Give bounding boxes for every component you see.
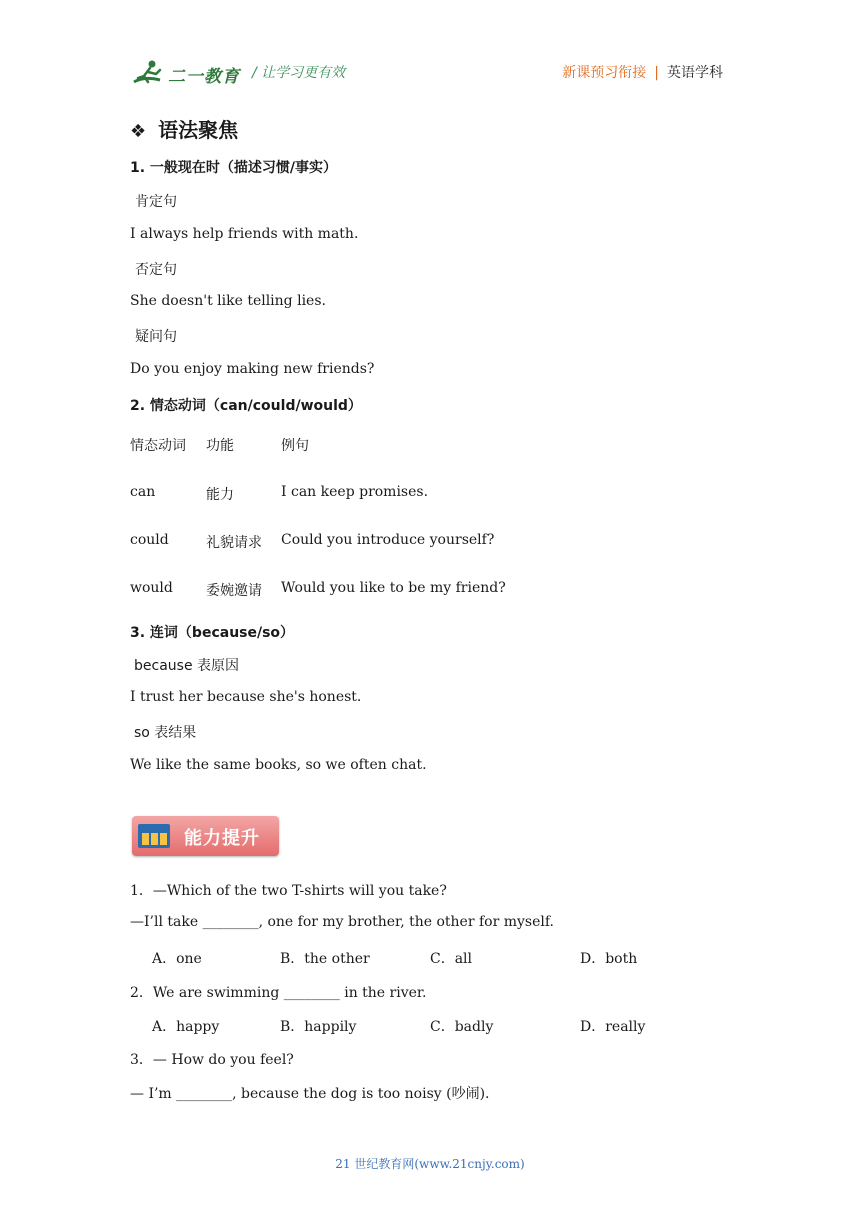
- question-line: 3．— How do you feel?: [130, 1052, 294, 1068]
- question-line: —I’ll take ________, one for my brother, the other for myself.: [130, 914, 555, 930]
- question-label: 疑问句: [135, 329, 177, 345]
- negative-example: She doesn't like telling lies.: [130, 293, 326, 309]
- table-header-cell: 情态动词: [130, 438, 186, 454]
- modal-verbs-heading: 2. 情态动词（can/could/would）: [130, 398, 362, 414]
- table-cell: would: [130, 580, 173, 596]
- affirmative-example: I always help friends with math.: [130, 226, 359, 242]
- table-header-cell: 例句: [281, 438, 309, 454]
- answer-option: A．one: [152, 951, 202, 967]
- subject-label: 英语学科: [667, 65, 723, 81]
- brand-logo: [130, 58, 240, 88]
- slogan: / 让学习更有效: [252, 65, 346, 81]
- table-cell: 能力: [206, 487, 234, 503]
- so-label: so 表结果: [134, 725, 197, 741]
- answer-option: C．all: [430, 951, 473, 967]
- table-cell: I can keep promises.: [281, 484, 429, 500]
- table-cell: could: [130, 532, 169, 548]
- table-cell: Would you like to be my friend?: [281, 580, 506, 596]
- question-line: 2．We are swimming ________ in the river.: [130, 985, 427, 1001]
- ability-banner: [132, 816, 279, 856]
- affirmative-label: 肯定句: [135, 194, 177, 210]
- table-cell: can: [130, 484, 156, 500]
- answer-option: D．really: [580, 1019, 646, 1035]
- course-label: 新课预习衔接: [562, 65, 647, 81]
- table-cell: 委婉邀请: [206, 583, 262, 599]
- answer-option: B．the other: [280, 951, 370, 967]
- negative-label: 否定句: [135, 262, 177, 278]
- logo-text: 二一教育: [168, 67, 240, 87]
- banner-label: 能力提升: [184, 828, 260, 849]
- answer-option: D．both: [580, 951, 638, 967]
- table-header-cell: 功能: [206, 438, 234, 454]
- question-example: Do you enjoy making new friends?: [130, 361, 375, 377]
- conjunctions-heading: 3. 连词（because/so）: [130, 625, 295, 641]
- so-example: We like the same books, so we often chat.: [130, 757, 427, 773]
- answer-option: B．happily: [280, 1019, 357, 1035]
- answer-option: A．happy: [152, 1019, 220, 1035]
- people-icon: [138, 824, 170, 848]
- section-title-text: 语法聚焦: [158, 118, 239, 142]
- answer-option: C．badly: [430, 1019, 494, 1035]
- runner-icon: [130, 58, 170, 88]
- present-simple-heading: 1. 一般现在时（描述习惯/事实）: [130, 160, 338, 176]
- question-line: 1．—Which of the two T-shirts will you take?: [130, 883, 447, 899]
- table-cell: 礼貌请求: [206, 535, 262, 551]
- question-line: — I’m ________, because the dog is too noisy (吵闹).: [130, 1086, 490, 1102]
- diamond-bullet-icon: ❖: [130, 121, 147, 142]
- header-right: [562, 62, 723, 82]
- table-cell: Could you introduce yourself?: [281, 532, 495, 548]
- section-title: [130, 114, 238, 143]
- header-separator: |: [654, 65, 659, 81]
- because-label: because 表原因: [134, 658, 240, 674]
- footer-link[interactable]: 21 世纪教育网(www.21cnjy.com): [335, 1157, 525, 1171]
- because-example: I trust her because she's honest.: [130, 689, 362, 705]
